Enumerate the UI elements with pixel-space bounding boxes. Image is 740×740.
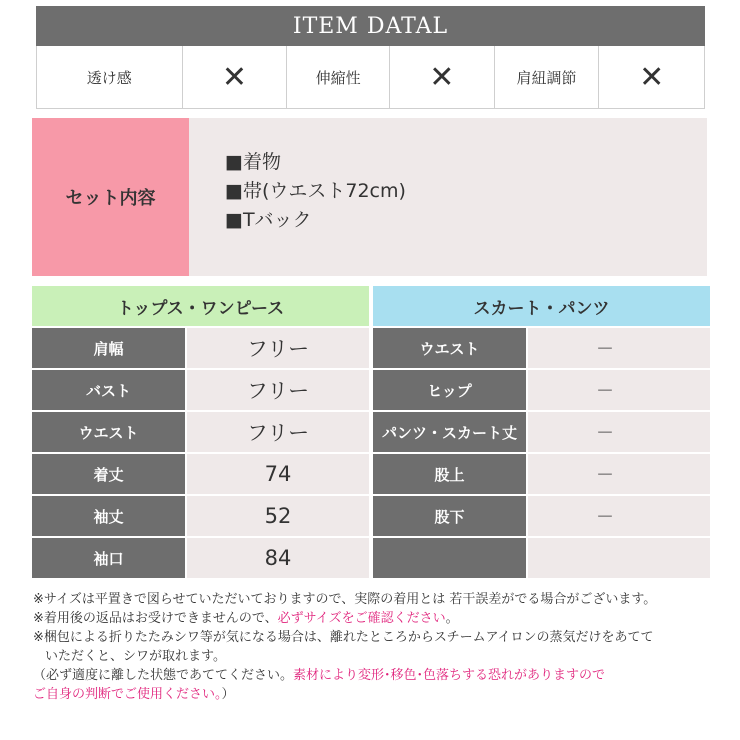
table-row (373, 328, 710, 368)
set-contents-label: セット内容 (32, 118, 189, 276)
table-row (32, 496, 369, 536)
note-text: （必ず適度に離した状態であててください。 (33, 668, 294, 683)
size-value: 74 (187, 454, 369, 494)
attribute-row (36, 46, 705, 109)
attr-label-strap-adjust: 肩紐調節 (495, 46, 600, 108)
table-row (32, 538, 369, 578)
note-text: ※着用後の返品はお受けできませんので、 (33, 611, 278, 626)
size-key: 着丈 (32, 454, 185, 494)
set-contents-list (189, 118, 707, 276)
note-line: いただくと、シワが取れます。 (45, 649, 226, 664)
size-key: ウエスト (373, 328, 526, 368)
table-row (373, 538, 710, 578)
notes (33, 590, 723, 704)
size-value: 84 (187, 538, 369, 578)
note-line: ※サイズは平置きで図らせていただいておりますので、実際の着用とは 若干誤差がでる場合がございます。 (33, 592, 657, 607)
size-key: 股上 (373, 454, 526, 494)
set-item: ■着物 (225, 151, 281, 173)
table-row (373, 496, 710, 536)
table-row (32, 454, 369, 494)
set-item: ■Tバック (225, 209, 312, 231)
attr-label-stretch: 伸縮性 (287, 46, 390, 108)
bottoms-size-title: スカート・パンツ (373, 286, 710, 326)
note-text: ） (221, 687, 235, 702)
size-value: － (528, 496, 710, 536)
size-value: － (528, 454, 710, 494)
size-key: 股下 (373, 496, 526, 536)
table-row (373, 370, 710, 410)
attr-value-transparency: ✕ (183, 46, 288, 108)
table-row (32, 370, 369, 410)
tops-size-title: トップス・ワンピース (32, 286, 369, 326)
note-highlight: ご自身の判断でご使用ください。 (33, 687, 222, 702)
size-key: ウエスト (32, 412, 185, 452)
tops-size-table (32, 286, 369, 578)
size-value: フリー (187, 328, 369, 368)
table-row (373, 454, 710, 494)
size-value: フリー (187, 412, 369, 452)
attr-value-strap-adjust: ✕ (639, 59, 665, 95)
size-key: 袖丈 (32, 496, 185, 536)
size-value: フリー (187, 370, 369, 410)
size-key: バスト (32, 370, 185, 410)
size-key: パンツ・スカート丈 (373, 412, 526, 452)
set-contents (32, 118, 707, 276)
size-value: 52 (187, 496, 369, 536)
note-line (33, 666, 723, 685)
table-row (32, 412, 369, 452)
table-row (32, 328, 369, 368)
size-key (373, 538, 526, 578)
size-key: 肩幅 (32, 328, 185, 368)
attr-label-transparency: 透け感 (37, 46, 183, 108)
set-item: ■帯(ウエスト72cm) (225, 180, 406, 202)
note-line (33, 609, 723, 628)
size-value: － (528, 412, 710, 452)
note-text: 。 (445, 611, 459, 626)
size-key: ヒップ (373, 370, 526, 410)
size-value: － (528, 328, 710, 368)
table-row (373, 412, 710, 452)
item-detail-header: ITEM DATAL (36, 6, 705, 46)
bottoms-size-table (373, 286, 710, 578)
note-highlight: 素材により変形･移色･色落ちする恐れがありますので (293, 668, 606, 683)
size-value: － (528, 370, 710, 410)
size-key: 袖口 (32, 538, 185, 578)
note-highlight: 必ずサイズをご確認ください (277, 611, 446, 626)
note-line: ※梱包による折りたたみシワ等が気になる場合は、離れたところからスチームアイロンの蒸気だけをあてて (33, 630, 654, 645)
size-value (528, 538, 710, 578)
attr-value-stretch: ✕ (390, 46, 495, 108)
note-line (33, 685, 723, 704)
